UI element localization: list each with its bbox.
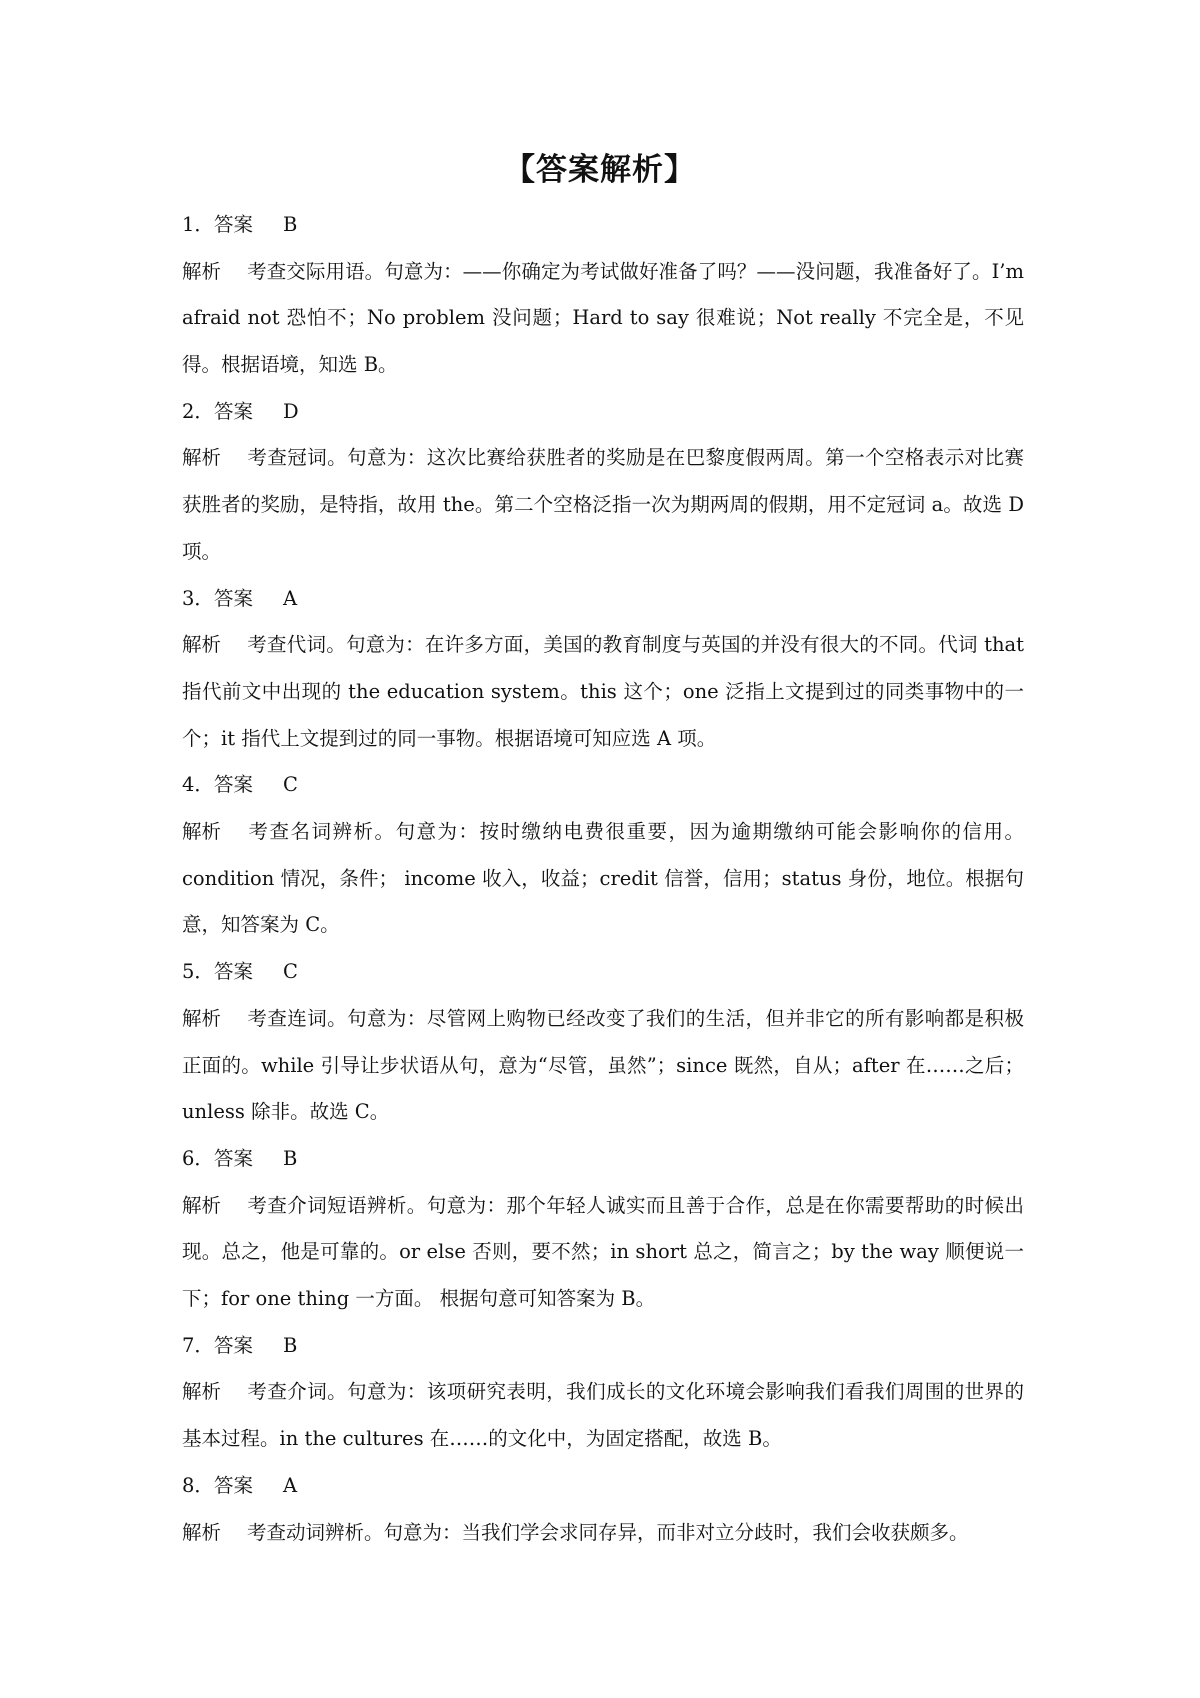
item-number: 4． — [182, 773, 214, 797]
item-number: 6． — [182, 1146, 214, 1170]
analysis-paragraph — [182, 1369, 1024, 1462]
answer-value: B — [283, 1146, 298, 1170]
analysis-text: 考查名词辨析。句意为：按时缴纳电费很重要，因为逾期缴纳可能会影响你的信用。condition 情况，条件； income 收入，收益；credit 信誉，信用；status 身份，地位。根据句意，知答案为 C。 — [182, 820, 1024, 937]
analysis-label: 解析 — [182, 1520, 222, 1544]
analysis-paragraph — [182, 809, 1024, 949]
analysis-text: 考查代词。句意为：在许多方面，美国的教育制度与英国的并没有很大的不同。代词 that 指代前文中出现的 the education system。this 这个；one 泛指上文提到过的同类事物中的一个；it 指代上文提到过的同一事物。根据语境可知应选 A 项。 — [182, 633, 1024, 750]
analysis-label: 解析 — [182, 1006, 222, 1030]
analysis-text: 考查交际用语。句意为：——你确定为考试做好准备了吗？——没问题，我准备好了。I’m afraid not 恐怕不；No problem 没问题；Hard to say 很难说；Not really 不完全是，不见得。根据语境，知选 B。 — [182, 259, 1024, 377]
answer-item-3 — [182, 576, 1024, 763]
answer-value: C — [283, 960, 298, 984]
analysis-paragraph — [182, 622, 1024, 762]
answer-label: 答案 — [214, 213, 254, 236]
item-number: 3． — [182, 586, 214, 610]
analysis-text: 考查动词辨析。句意为：当我们学会求同存异，而非对立分歧时，我们会收获颇多。 — [247, 1520, 969, 1544]
answer-line — [182, 949, 1024, 996]
analysis-paragraph — [182, 249, 1024, 389]
answer-value: A — [283, 586, 298, 610]
analysis-paragraph — [182, 1510, 1024, 1557]
answer-item-6 — [182, 1136, 1024, 1323]
answer-line — [182, 762, 1024, 809]
answer-line — [182, 1136, 1024, 1183]
answer-line — [182, 202, 1024, 249]
analysis-paragraph — [182, 435, 1024, 575]
analysis-label: 解析 — [182, 259, 222, 283]
analysis-paragraph — [182, 1183, 1024, 1323]
answer-value: B — [283, 1333, 298, 1357]
answer-value: C — [283, 773, 298, 797]
answer-item-4 — [182, 762, 1024, 949]
item-number: 1． — [182, 213, 214, 236]
answer-label: 答案 — [214, 1146, 254, 1170]
item-number: 2． — [182, 399, 214, 423]
analysis-text: 考查介词。句意为：该项研究表明，我们成长的文化环境会影响我们看我们周围的世界的基本过程。in the cultures 在……的文化中，为固定搭配，故选 B。 — [182, 1380, 1024, 1451]
answer-label: 答案 — [214, 960, 254, 984]
analysis-label: 解析 — [182, 633, 222, 657]
answer-item-5 — [182, 949, 1024, 1136]
answer-line — [182, 1463, 1024, 1510]
answer-value: A — [283, 1473, 298, 1497]
analysis-text: 考查连词。句意为：尽管网上购物已经改变了我们的生活，但并非它的所有影响都是积极正面的。while 引导让步状语从句，意为“尽管，虽然”；since 既然，自从；after 在……之后；unless 除非。故选 C。 — [182, 1006, 1024, 1124]
item-number: 8． — [182, 1473, 214, 1497]
analysis-label: 解析 — [182, 1193, 222, 1217]
analysis-text: 考查介词短语辨析。句意为：那个年轻人诚实而且善于合作，总是在你需要帮助的时候出现。总之，他是可靠的。or else 否则，要不然；in short 总之，简言之；by the way 顺便说一下；for one thing 一方面。 根据句意可知答案为 B。 — [182, 1193, 1024, 1311]
analysis-paragraph — [182, 996, 1024, 1136]
answer-line — [182, 389, 1024, 436]
answer-line — [182, 1323, 1024, 1370]
answer-value: B — [283, 213, 298, 236]
answer-list — [182, 202, 1024, 1556]
answer-label: 答案 — [214, 586, 254, 610]
answer-line — [182, 576, 1024, 623]
analysis-label: 解析 — [182, 446, 222, 470]
item-number: 7． — [182, 1333, 214, 1357]
analysis-text: 考查冠词。句意为：这次比赛给获胜者的奖励是在巴黎度假两周。第一个空格表示对比赛获胜者的奖励，是特指，故用 the。第二个空格泛指一次为期两周的假期，用不定冠词 a。故选 D 项。 — [182, 446, 1024, 563]
answer-label: 答案 — [214, 399, 254, 423]
analysis-label: 解析 — [182, 820, 222, 844]
answer-item-8 — [182, 1463, 1024, 1556]
answer-label: 答案 — [214, 1473, 254, 1497]
answer-label: 答案 — [214, 773, 254, 797]
analysis-label: 解析 — [182, 1380, 222, 1404]
page-title: 【答案解析】 — [504, 152, 696, 188]
answer-item-2 — [182, 389, 1024, 576]
item-number: 5． — [182, 960, 214, 984]
answer-item-1 — [182, 202, 1024, 389]
answer-label: 答案 — [214, 1333, 254, 1357]
answer-value: D — [283, 399, 299, 423]
answer-item-7 — [182, 1323, 1024, 1463]
